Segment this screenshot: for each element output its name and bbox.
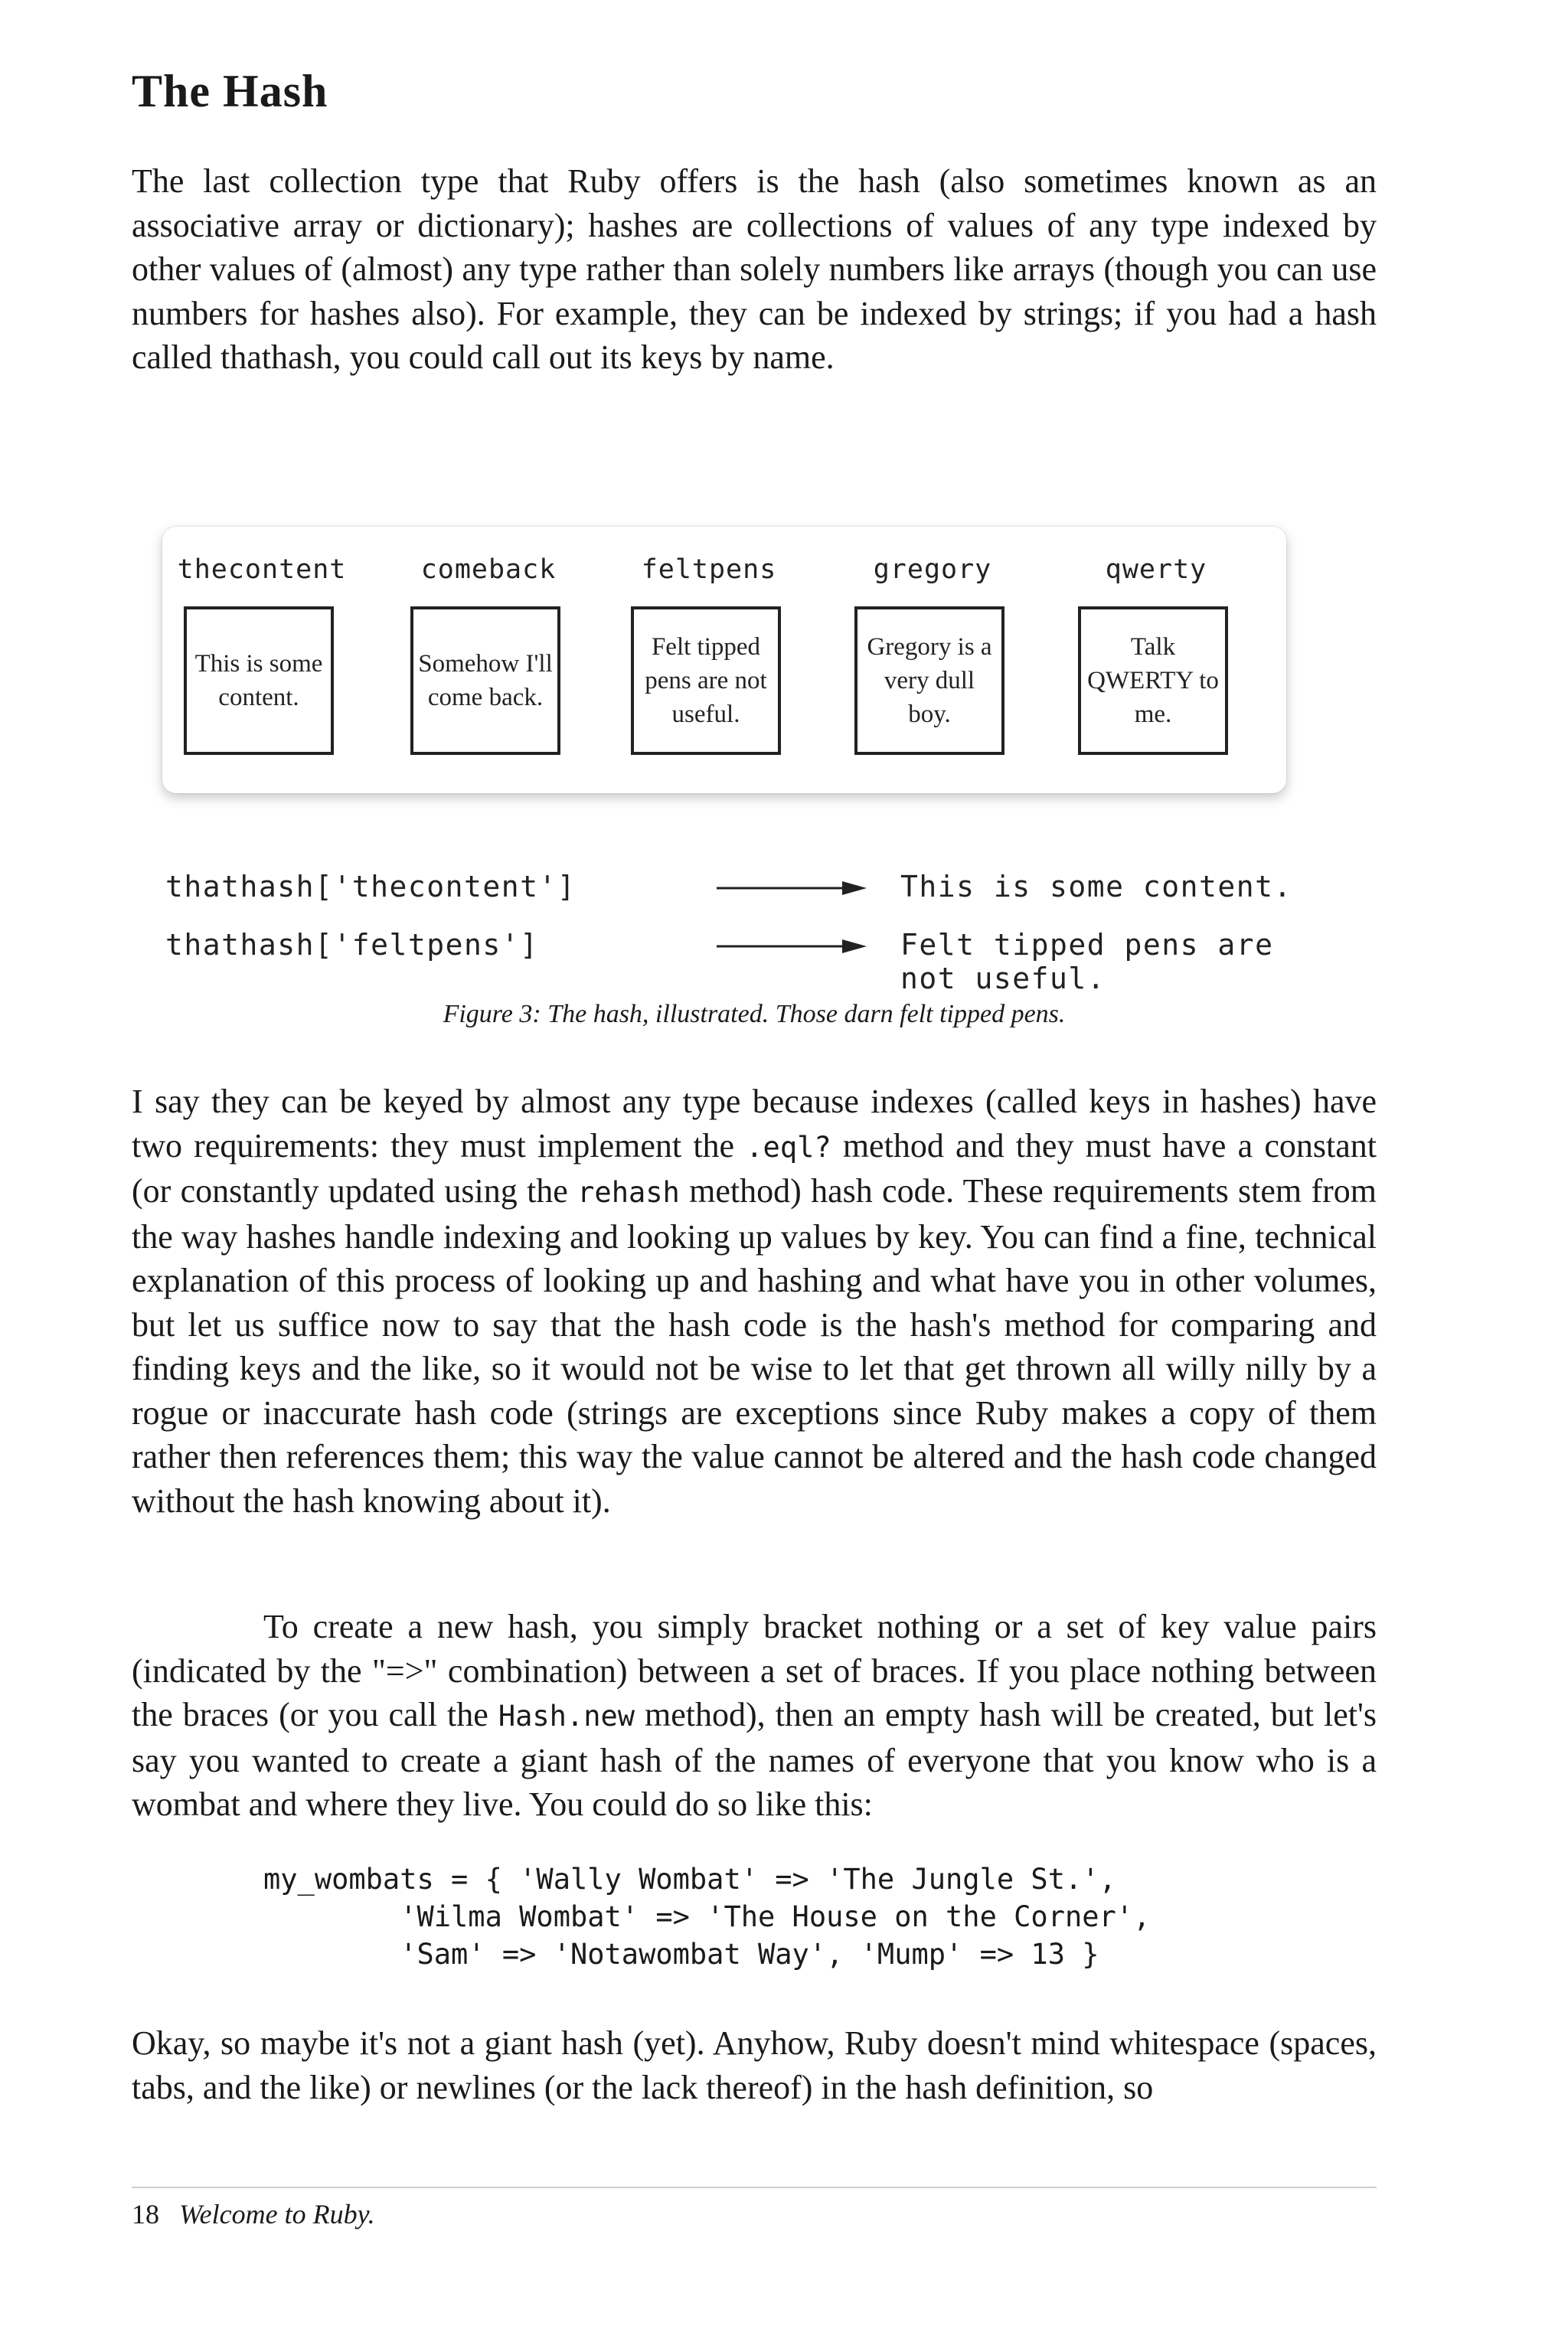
lookup-expression: thathash['feltpens'] — [165, 928, 539, 962]
lookup-expression: thathash['thecontent'] — [165, 870, 577, 903]
intro-paragraph: The last collection type that Ruby offers is the hash (also sometimes known as an associative array or dictionary); hashes are collections of values of any type indexed by other values of (almost) any type rather than solely numbers like arrays (though you can use numbers for hashes also). For example, they can be indexed by strings; if you had a hash called thathash, you could call out its keys by name. — [132, 162, 1377, 376]
inline-code-eql: .eql? — [746, 1130, 831, 1164]
figure-caption: Figure 3: The hash, illustrated. Those darn felt tipped pens. — [443, 1000, 1066, 1028]
hash-entry — [1057, 527, 1256, 793]
code-example: my_wombats = { 'Wally Wombat' => 'The Jungle St.', 'Wilma Wombat' => 'The House on the Corner', 'Sam' => 'Notawombat Way', 'Mump' => 13 } — [263, 1863, 1151, 1971]
right-arrow-icon — [717, 879, 867, 897]
footer-divider — [132, 2187, 1377, 2188]
hash-figure-panel — [162, 527, 1286, 793]
hash-key-label: thecontent — [177, 554, 347, 585]
right-arrow-icon — [717, 937, 867, 956]
hash-entry — [833, 527, 1032, 793]
hash-key-label: comeback — [420, 554, 557, 585]
keys-text-part: method) hash code. These requirements stem from the way hashes handle indexing and looking up values by key. You can find a fine, technical explanation of this process of looking up and hashing and what have you in other volumes, but let us suffice now to say that the hash code is the hash's method for comparing and finding keys and the like, so it would not be wise to let that get thrown all willy nilly by a rogue or inaccurate hash code (strings are exceptions since Ruby makes a copy of them rather then references them; this way the value cannot be altered and the hash code changed without the hash knowing about it). — [132, 1172, 1377, 1520]
create-paragraph — [132, 1605, 1377, 1827]
keys-text-part: method and they must have a constant (or constantly updated using the — [132, 1126, 1377, 1210]
hash-value-box: Talk QWERTY to me. — [1078, 606, 1228, 755]
hash-key-label: qwerty — [1105, 554, 1207, 585]
inline-code-rehash: rehash — [577, 1176, 680, 1209]
lookup-result: This is some content. — [900, 870, 1292, 903]
create-text-part: method), then an empty hash will be created, but let's say you wanted to create a giant hash of the names of everyone that you know who is a wombat and where they live. You could do so like this: — [132, 1696, 1377, 1823]
hash-value-box: Felt tipped pens are not useful. — [631, 606, 781, 755]
page-footer — [132, 2196, 375, 2233]
inline-code-hash-new: Hash.new — [498, 1700, 635, 1733]
hash-key-label: feltpens — [641, 554, 777, 585]
section-title: The Hash — [132, 66, 328, 116]
keys-paragraph — [132, 1080, 1377, 1523]
hash-entry — [609, 527, 808, 793]
hash-lookup-row — [165, 928, 1314, 1004]
hash-value-box: This is some content. — [184, 606, 334, 755]
hash-entry — [389, 527, 588, 793]
page-number: 18 — [132, 2199, 159, 2230]
okay-paragraph: Okay, so maybe it's not a giant hash (yet). Anyhow, Ruby doesn't mind whitespace (spaces, tabs, and the like) or newlines (or the lack thereof) in the hash definition, so — [132, 2024, 1377, 2106]
hash-entry — [162, 527, 361, 793]
create-text-part: To create a new hash, you simply bracket nothing or a set of key value pairs (indicated by the "=>" combination) between a set of braces. If you place nothing between the braces (or you call the — [132, 1608, 1377, 1733]
hash-value-box: Gregory is a very dull boy. — [854, 606, 1004, 755]
hash-value-box: Somehow I'll come back. — [410, 606, 560, 755]
lookup-result: Felt tipped pens are not useful. — [900, 928, 1274, 995]
book-title: Welcome to Ruby. — [179, 2199, 375, 2230]
document-page — [132, 0, 1377, 2352]
keys-text-part: I say they can be keyed by almost any type because indexes (called keys in hashes) have two requirements: they must implement the — [132, 1083, 1377, 1165]
hash-key-label: gregory — [873, 554, 992, 585]
